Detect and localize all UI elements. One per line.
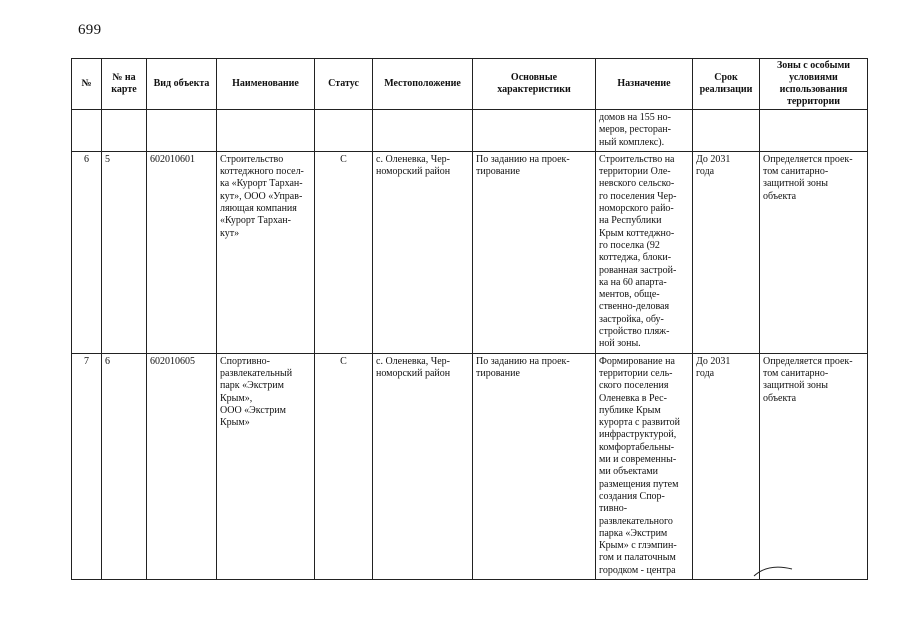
text-line: ственно-деловая [599,301,670,313]
cell-empty [147,110,217,152]
text-line: ского поселения [599,380,669,392]
cell-name [217,353,315,579]
cell-empty [760,110,868,152]
table-row [72,151,868,353]
header-name: Наименование [217,59,315,110]
cell-status: С [315,353,373,579]
text-line: развлекательного [599,515,673,527]
text-line: кут» [220,227,240,239]
text-line: номорского райо- [599,203,674,215]
text-line: Крым», [220,392,253,404]
text-line: рованная застрой- [599,264,677,276]
text-line: объекта [763,392,797,404]
header-map-number: № на карте [102,59,147,110]
text-line: го поселения Чер- [599,190,677,202]
text-line: невского сельско- [599,178,675,190]
cell-empty [373,110,473,152]
text-line: Спортивно- [220,355,271,367]
text-line: том санитарно- [763,367,829,379]
cell-location [373,151,473,353]
cell-object-type: 602010605 [147,353,217,579]
text-line: По заданию на проек- [476,153,570,165]
text-line: Крым» [220,417,250,429]
text-line: года [696,166,715,178]
text-line: ный комплекс). [599,136,665,148]
text-line: Определяется проек- [763,153,853,165]
text-line: Строительство на [599,153,675,165]
table-row [72,353,868,579]
text-line: защитной зоны [763,380,828,392]
table-header-row [72,59,868,110]
cell-number: 7 [72,353,102,579]
text-line: коттеджного посел- [220,166,304,178]
text-line: ООО «Экстрим [220,404,286,416]
cell-term [693,353,760,579]
header-zones: Зоны с особыми условиями использования территории [760,59,868,110]
cell-map-number: 5 [102,151,147,353]
planning-table-container [71,58,868,580]
text-line: коттеджа, блоки- [599,252,672,264]
text-line: До 2031 [696,153,731,165]
cell-zones [760,353,868,579]
header-location: Местоположение [373,59,473,110]
text-line: Крым» с глэмпин- [599,540,677,552]
text-line: размещения путем [599,478,679,490]
text-line: По заданию на проек- [476,355,570,367]
text-line: комфортабельны- [599,441,675,453]
text-line: с. Оленевка, Чер- [376,153,451,165]
text-line: меров, ресторан- [599,124,671,136]
text-line: стройство пляж- [599,326,670,338]
header-characteristics: Основные характеристики [473,59,596,110]
cell-location [373,353,473,579]
header-object-type: Вид объекта [147,59,217,110]
cell-purpose [596,110,693,152]
text-line: «Курорт Тархан- [220,215,291,227]
text-line: парка «Экстрим [599,527,668,539]
cell-characteristics [473,151,596,353]
cell-characteristics [473,353,596,579]
text-line: курорта с развитой [599,417,681,429]
text-line: гом и палаточным [599,552,676,564]
cell-empty [473,110,596,152]
text-line: тирование [476,166,520,178]
text-line: объекта [763,190,797,202]
cell-zones [760,151,868,353]
text-line: кут», ООО «Управ- [220,190,303,202]
text-line: домов на 155 но- [599,112,671,123]
text-line: ка «Курорт Тархан- [220,178,303,190]
planning-objects-table [71,58,868,580]
cell-purpose [596,353,693,579]
cell-term [693,151,760,353]
header-term: Срок реализации [693,59,760,110]
text-line: ментов, обще- [599,289,660,301]
cell-empty [72,110,102,152]
cell-empty [315,110,373,152]
text-line: ми объектами [599,466,658,478]
text-line: Оленевка в Рес- [599,392,667,404]
text-line: том санитарно- [763,166,829,178]
text-line: До 2031 [696,355,731,367]
text-line: на Республики [599,215,662,227]
header-status: Статус [315,59,373,110]
text-line: Формирование на [599,355,675,367]
text-line: тивно- [599,503,628,515]
header-purpose: Назначение [596,59,693,110]
table-row-continuation [72,110,868,152]
text-line: инфраструктурой, [599,429,677,441]
text-line: номорский район [376,166,451,178]
text-line: ной зоны. [599,338,641,350]
text-line: Определяется проек- [763,355,853,367]
text-line: ка на 60 апарта- [599,276,667,288]
cell-empty [693,110,760,152]
text-line: развлекательный [220,367,293,379]
cell-purpose [596,151,693,353]
text-line: территории сель- [599,367,673,379]
pen-stroke-mark [752,563,796,577]
cell-empty [217,110,315,152]
text-line: городком - центра [599,564,676,576]
text-line: го поселка (92 [599,239,660,251]
text-line: территории Оле- [599,166,671,178]
text-line: с. Оленевка, Чер- [376,355,451,367]
cell-object-type: 602010601 [147,151,217,353]
text-line: тирование [476,367,520,379]
text-line: ми и современны- [599,454,677,466]
cell-empty [102,110,147,152]
text-line: застройка, обу- [599,313,664,325]
text-line: создания Спор- [599,490,665,502]
cell-status: С [315,151,373,353]
text-line: публике Крым [599,404,661,416]
text-line: года [696,367,715,379]
text-line: Строительство [220,153,284,165]
page-number: 699 [78,22,102,38]
text-line: номорский район [376,367,451,379]
text-line: парк «Экстрим [220,380,284,392]
cell-name [217,151,315,353]
cell-map-number: 6 [102,353,147,579]
cell-number: 6 [72,151,102,353]
header-number: № [72,59,102,110]
text-line: защитной зоны [763,178,828,190]
text-line: ляющая компания [220,203,297,215]
text-line: Крым коттеджно- [599,227,675,239]
